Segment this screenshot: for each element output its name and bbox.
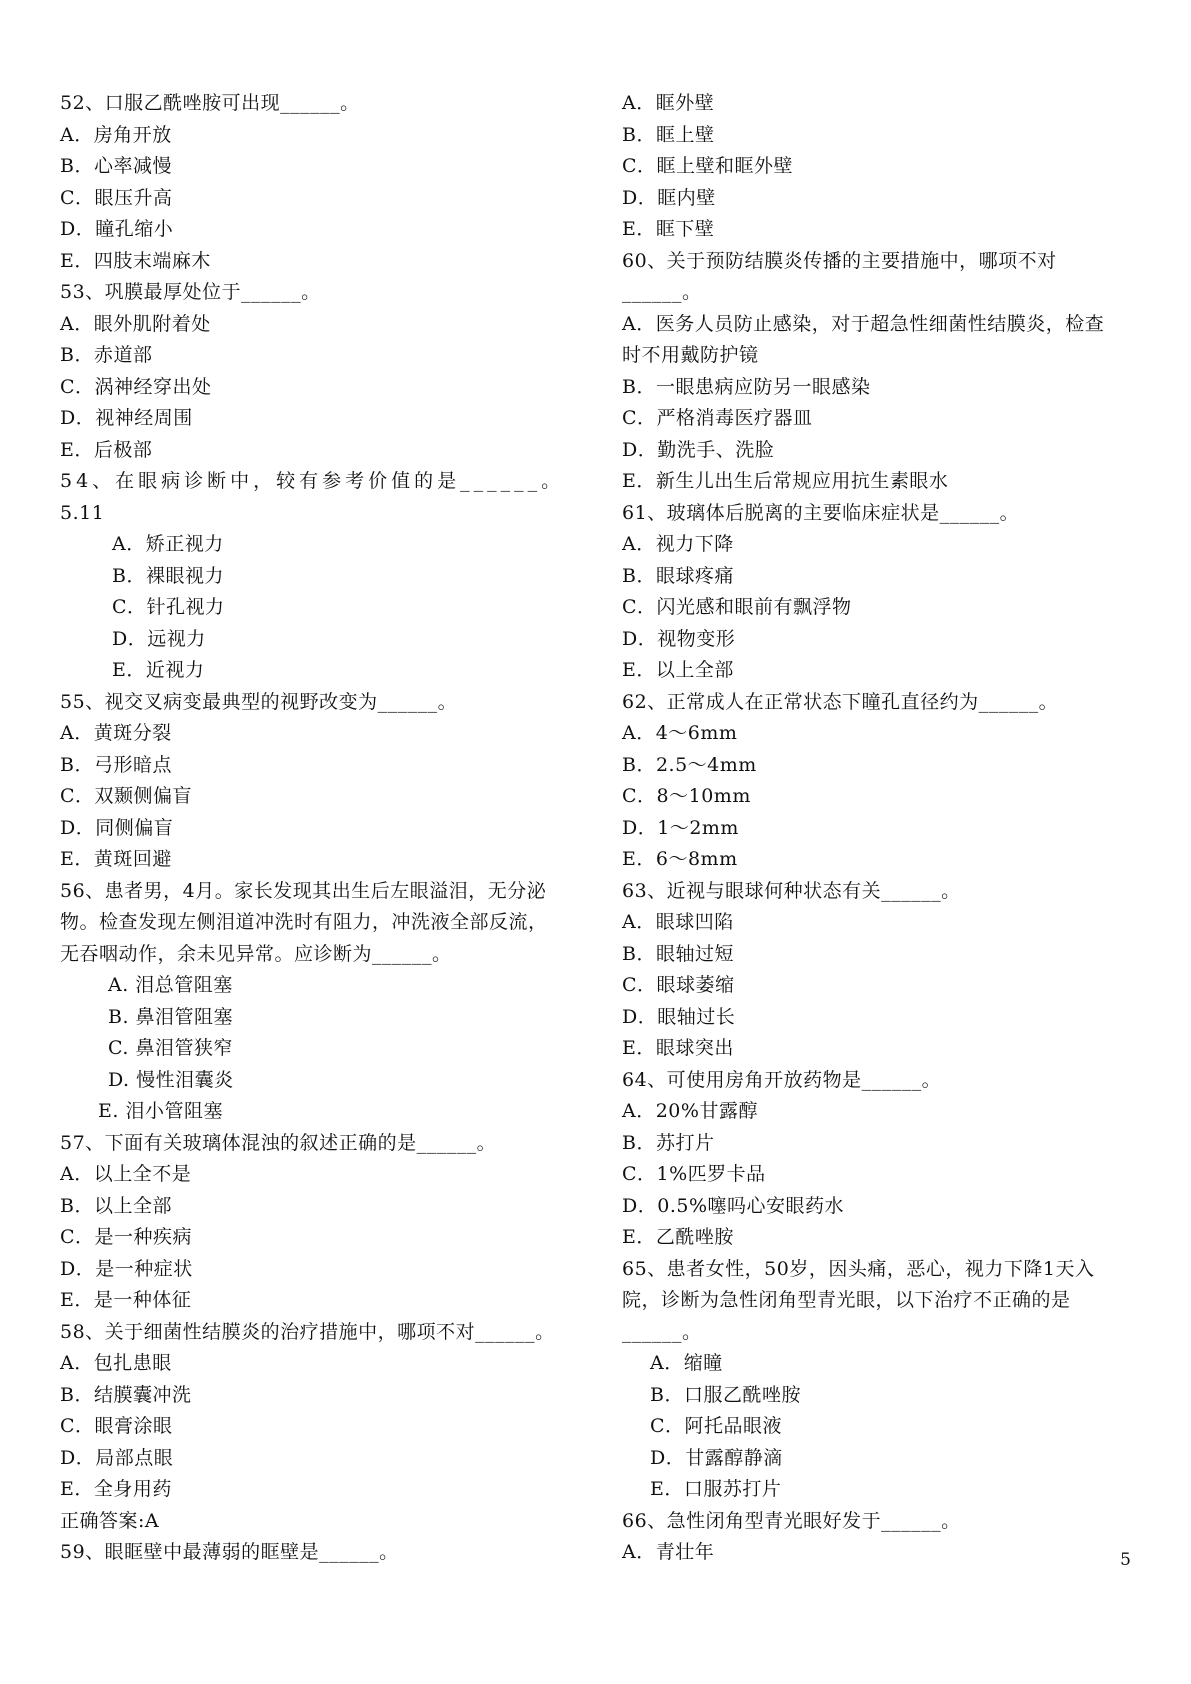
text-line: 66、急性闭角型青光眼好发于______。 <box>622 1509 961 1532</box>
text-line: D．勤洗手、洗脸 <box>622 438 775 461</box>
text-line: C．8～10mm <box>622 785 751 807</box>
text-line: A．包扎患眼 <box>60 1352 172 1374</box>
text-line: 61、玻璃体后脱离的主要临床症状是______。 <box>622 501 1020 524</box>
text-line: B．口服乙酰唑胺 <box>650 1383 801 1406</box>
left-column <box>60 88 580 1569</box>
text-line: D．瞳孔缩小 <box>60 218 174 240</box>
text-line: E．眼球突出 <box>622 1037 734 1059</box>
text-line: C．闪光感和眼前有飘浮物 <box>622 596 852 618</box>
text-line: A．眶外壁 <box>622 92 715 114</box>
text-line: E．眶下壁 <box>622 218 715 240</box>
text-line: A．黄斑分裂 <box>60 722 172 744</box>
text-line: D．1～2mm <box>622 816 739 839</box>
text-line: A．房角开放 <box>60 123 172 146</box>
text-line: 59、眼眶壁中最薄弱的眶壁是______。 <box>60 1541 399 1563</box>
text-line: D．眼轴过长 <box>622 1005 736 1028</box>
text-line: 63、近视与眼球何种状态有关______。 <box>622 879 961 902</box>
text-line: 62、正常成人在正常状态下瞳孔直径约为______。 <box>622 690 1059 713</box>
text-line: A．矫正视力 <box>112 533 224 555</box>
text-line: D．远视力 <box>112 627 206 650</box>
text-line: A．医务人员防止感染，对于超急性细菌性结膜炎，检查 <box>622 312 1105 335</box>
text-line: C．眼球萎缩 <box>622 974 735 996</box>
text-line: 57、下面有关玻璃体混浊的叙述正确的是______。 <box>60 1131 497 1154</box>
text-line: B．2.5～4mm <box>622 753 757 776</box>
right-column <box>622 88 1142 1569</box>
text-line: 时不用戴防护镜 <box>622 344 759 366</box>
text-line: C．双颞侧偏盲 <box>60 785 193 807</box>
text-line: D．眶内壁 <box>622 186 716 209</box>
text-line: D．视物变形 <box>622 627 736 650</box>
text-line: A．视力下降 <box>622 533 734 555</box>
text-line: ______。 <box>622 1320 702 1343</box>
text-line: B．结膜囊冲洗 <box>60 1383 192 1406</box>
text-line: E．近视力 <box>112 659 205 681</box>
text-line: B．眼轴过短 <box>622 942 734 965</box>
text-line: 53、巩膜最厚处位于______。 <box>60 281 321 303</box>
text-line: E．口服苏打片 <box>650 1478 782 1500</box>
text-line: A. 泪总管阻塞 <box>108 974 233 996</box>
text-line: D．是一种症状 <box>60 1257 193 1280</box>
text-line: 5.11 <box>60 501 105 524</box>
text-line: B．眶上壁 <box>622 123 715 146</box>
text-line: D. 慢性泪囊炎 <box>108 1068 234 1091</box>
text-line: C．阿托品眼液 <box>650 1415 783 1437</box>
text-line: D．局部点眼 <box>60 1446 174 1469</box>
text-line: E．四肢末端麻木 <box>60 249 211 272</box>
text-line: C．眼膏涂眼 <box>60 1415 173 1437</box>
text-line: B．心率减慢 <box>60 155 172 177</box>
text-line: B．一眼患病应防另一眼感染 <box>622 375 871 398</box>
text-line: A．眼外肌附着处 <box>60 312 211 335</box>
text-line: D．0.5%噻吗心安眼药水 <box>622 1194 845 1217</box>
text-line: 院，诊断为急性闭角型青光眼，以下治疗不正确的是 <box>622 1289 1071 1311</box>
text-line: B．裸眼视力 <box>112 564 224 587</box>
text-line: E．新生儿出生后常规应用抗生素眼水 <box>622 470 949 492</box>
text-line: C．眼压升高 <box>60 186 173 209</box>
text-line: 58、关于细菌性结膜炎的治疗措施中，哪项不对______。 <box>60 1320 555 1343</box>
text-line: 54、在眼病诊断中，较有参考价值的是______。 <box>60 470 565 492</box>
text-line: B．赤道部 <box>60 344 153 366</box>
text-line: 正确答案:A <box>60 1509 160 1532</box>
text-line: E．以上全部 <box>622 659 734 681</box>
text-line: C．是一种疾病 <box>60 1226 193 1248</box>
text-line: 56、患者男，4月。家长发现其出生后左眼溢泪，无分泌 <box>60 879 547 902</box>
text-line: D．同侧偏盲 <box>60 816 174 839</box>
text-line: 物。检查发现左侧泪道冲洗时有阻力，冲洗液全部反流， <box>60 911 548 933</box>
text-line: C．1%匹罗卡品 <box>622 1163 766 1185</box>
text-line: 65、患者女性，50岁，因头痛，恶心，视力下降1天入 <box>622 1257 1095 1280</box>
text-line: A．缩瞳 <box>650 1352 723 1374</box>
text-line: E．黄斑回避 <box>60 848 172 870</box>
text-line: B．眼球疼痛 <box>622 564 734 587</box>
text-line: 无吞咽动作，余未见异常。应诊断为______。 <box>60 942 452 965</box>
text-line: A．眼球凹陷 <box>622 911 734 933</box>
text-line: A．以上全不是 <box>60 1163 192 1185</box>
text-line: B．弓形暗点 <box>60 753 172 776</box>
text-line: 64、可使用房角开放药物是______。 <box>622 1068 942 1091</box>
text-line: E．是一种体征 <box>60 1289 192 1311</box>
text-line: C．涡神经穿出处 <box>60 375 212 398</box>
text-line: E．6～8mm <box>622 848 738 870</box>
text-line: E．后极部 <box>60 438 153 461</box>
text-line: D．甘露醇静滴 <box>650 1446 783 1469</box>
text-line: A．20%甘露醇 <box>622 1100 758 1122</box>
text-line: D．视神经周围 <box>60 407 193 429</box>
text-line: B. 鼻泪管阻塞 <box>108 1005 234 1028</box>
text-line: E．乙酰唑胺 <box>622 1226 734 1248</box>
text-line: C. 鼻泪管狭窄 <box>108 1037 233 1059</box>
text-line: A．青壮年 <box>622 1541 715 1563</box>
text-line: B．以上全部 <box>60 1194 172 1217</box>
text-line: B．苏打片 <box>622 1131 715 1154</box>
text-line: 60、关于预防结膜炎传播的主要措施中，哪项不对 <box>622 249 1057 272</box>
text-line: C．针孔视力 <box>112 596 225 618</box>
text-line: C．眶上壁和眶外壁 <box>622 155 794 177</box>
text-line: A．4～6mm <box>622 722 738 744</box>
text-line: E. 泪小管阻塞 <box>98 1100 223 1122</box>
text-line: E．全身用药 <box>60 1478 172 1500</box>
text-line: C．严格消毒医疗器皿 <box>622 407 813 429</box>
text-line: 55、视交叉病变最典型的视野改变为______。 <box>60 690 458 713</box>
text-line: 52、口服乙酰唑胺可出现______。 <box>60 92 360 114</box>
page-number: 5 <box>1120 1550 1131 1570</box>
text-line: ______。 <box>622 281 702 303</box>
